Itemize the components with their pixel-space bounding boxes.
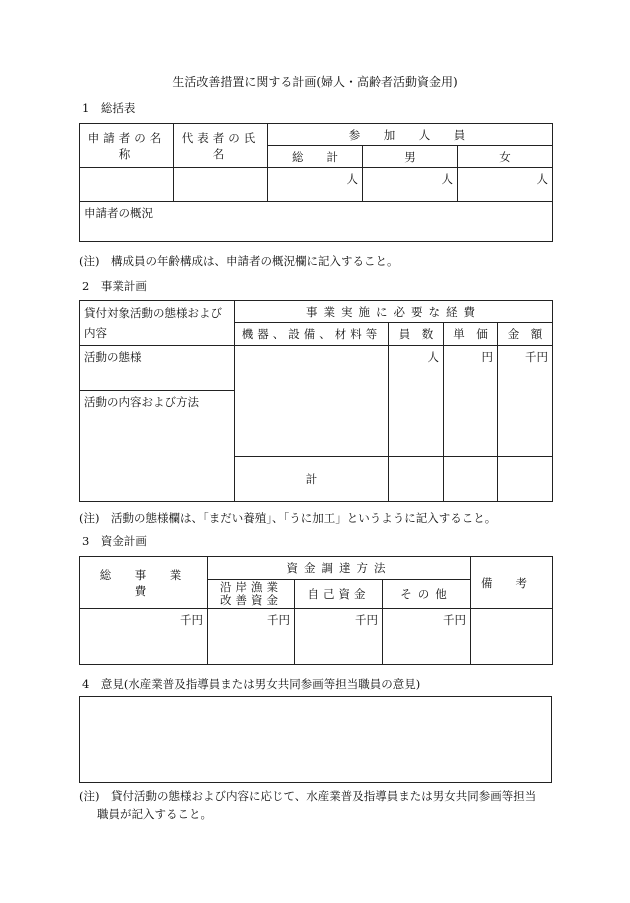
total-header: 総 計 — [268, 146, 363, 168]
section1-note: (注) 構成員の年齢構成は、申請者の概況欄に記入すること。 — [79, 254, 399, 268]
page-title: 生活改善措置に関する計画(婦人・高齢者活動資金用) — [172, 75, 458, 89]
unit-price-header: 単 価 — [444, 323, 498, 346]
unit-price-total-cell[interactable] — [444, 457, 498, 502]
applicant-overview-cell[interactable] — [80, 202, 553, 242]
expenses-header: 事業実施に必要な経費 — [235, 301, 553, 323]
representative-name-cell[interactable] — [174, 168, 268, 202]
funding-plan-table — [79, 556, 553, 665]
funding-method-header: 資金調達方法 — [208, 557, 471, 580]
applicant-name-header: 申請者の名称 — [80, 124, 174, 168]
count-total-cell[interactable] — [389, 457, 444, 502]
activity-header: 貸付対象活動の態様および内容 — [80, 301, 235, 346]
unit-thousand-yen: 千円 — [267, 613, 290, 627]
male-count-cell[interactable] — [363, 168, 458, 202]
representative-name-header: 代表者の氏名 — [174, 124, 268, 168]
participants-header: 参 加 人 員 — [268, 124, 553, 146]
equipment-header: 機器、設備、材料等 — [235, 323, 389, 346]
unit-person: 人 — [346, 172, 358, 186]
unit-thousand-yen: 千円 — [355, 613, 378, 627]
other-funds-cell[interactable] — [383, 609, 471, 665]
opinion-box[interactable] — [79, 696, 552, 783]
remarks-header — [471, 557, 553, 609]
unit-person: 人 — [441, 172, 453, 186]
total-cost-cell[interactable] — [80, 609, 208, 665]
section4-note-line1: (注) 貸付活動の態様および内容に応じて、水産業普及指導員または男女共同参画等担当 — [79, 789, 537, 803]
amount-cell[interactable] — [498, 346, 553, 457]
female-header: 女 — [458, 146, 553, 168]
own-funds-header: 自己資金 — [295, 580, 383, 609]
male-header: 男 — [363, 146, 458, 168]
unit-thousand-yen: 千円 — [525, 350, 548, 364]
activity-mode-label: 活動の態様 — [84, 350, 142, 364]
section1-heading: 1 総括表 — [82, 101, 136, 115]
section4-heading: 4 意見(水産業普及指導員または男女共同参画等担当職員の意見) — [82, 677, 421, 691]
female-count-cell[interactable] — [458, 168, 553, 202]
total-count-cell[interactable] — [268, 168, 363, 202]
applicant-overview-label: 申請者の概況 — [84, 206, 153, 220]
unit-thousand-yen: 千円 — [180, 613, 203, 627]
section2-heading: 2 事業計画 — [82, 279, 147, 293]
amount-header: 金 額 — [498, 323, 553, 346]
equipment-cell[interactable] — [235, 346, 389, 457]
applicant-name-cell[interactable] — [80, 168, 174, 202]
amount-total-cell[interactable] — [498, 457, 553, 502]
unit-person: 人 — [427, 350, 439, 364]
expenses-total-label: 計 — [235, 457, 389, 502]
coastal-fund-line1: 沿岸漁業 — [220, 580, 282, 594]
count-cell[interactable] — [389, 346, 444, 457]
coastal-fund-cell[interactable] — [208, 609, 295, 665]
coastal-fund-header — [208, 580, 295, 609]
remarks-label: 備 考 — [481, 575, 527, 590]
section4-note-line2: 職員が記入すること。 — [97, 807, 212, 821]
own-funds-cell[interactable] — [295, 609, 383, 665]
summary-table — [79, 123, 553, 242]
unit-price-cell[interactable] — [444, 346, 498, 457]
activity-mode-cell[interactable] — [80, 346, 235, 391]
total-cost-header: 総 事 業 費 — [80, 557, 208, 609]
coastal-fund-line2: 改善資金 — [220, 593, 282, 607]
unit-yen: 円 — [481, 350, 493, 364]
unit-person: 人 — [536, 172, 549, 186]
section3-heading: 3 資金計画 — [82, 534, 147, 548]
section2-note: (注) 活動の態様欄は、「まだい養殖」、「うに加工」というように記入すること。 — [79, 511, 497, 525]
remarks-cell[interactable] — [471, 609, 553, 665]
unit-thousand-yen: 千円 — [443, 613, 466, 627]
business-plan-table — [79, 300, 553, 502]
activity-content-cell[interactable] — [80, 391, 235, 502]
count-header: 員 数 — [389, 323, 444, 346]
other-header: その他 — [383, 580, 471, 609]
activity-content-label: 活動の内容および方法 — [84, 395, 199, 409]
